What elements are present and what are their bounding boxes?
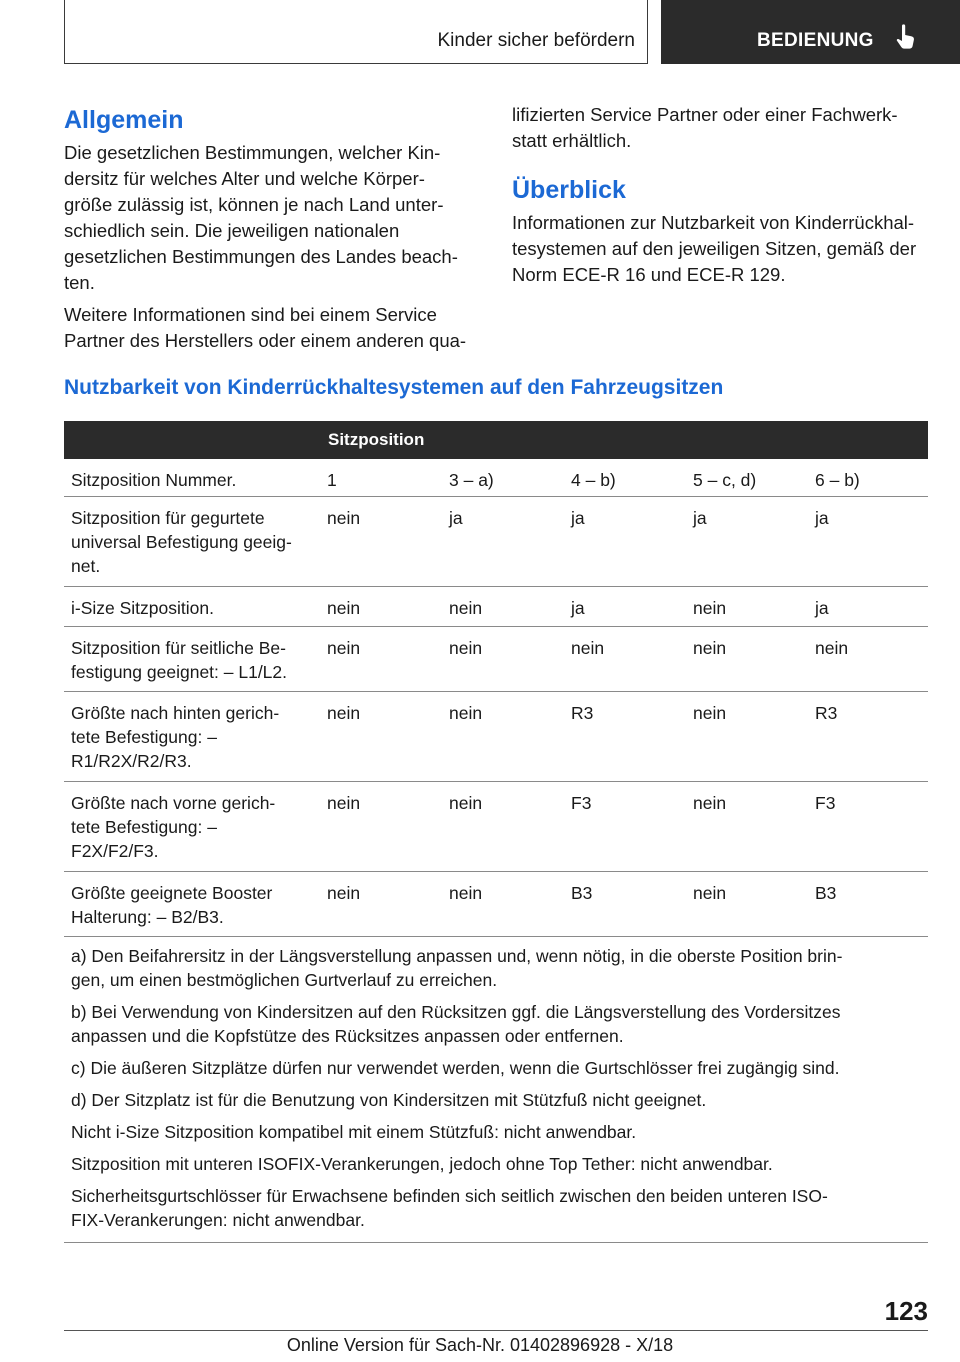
table-cell: ja (449, 508, 463, 528)
table-row (64, 692, 928, 782)
paragraph: Die gesetzlichen Bestimmungen, welcher Kin- dersitz für welches Alter und welche Körper- größe zulässig ist, können je nach Land unter- schiedlich sein. Die jeweiligen nationalen gesetzlichen Bestimmungen des Landes beach- ten. (64, 142, 458, 293)
table-cell: 4 – b) (571, 470, 616, 490)
table-cell: nein (327, 703, 361, 723)
table-row (64, 782, 928, 872)
table-cell: Größte nach vorne gerich- tete Befestigung: – F2X/F2/F3. (71, 793, 276, 861)
paragraph: Informationen zur Nutzbarkeit von Kinderrückhal- tesystemen auf den jeweiligen Sitzen, gemäß der Norm ECE-R 16 und ECE-R 129. (512, 212, 917, 285)
table-cell: 1 (327, 470, 337, 490)
table-row (64, 497, 928, 587)
table-cell: nein (693, 598, 727, 618)
table-cell: nein (449, 883, 483, 903)
chapter-header (64, 0, 648, 64)
table-cell: ja (815, 598, 829, 618)
table-cell: ja (571, 598, 585, 618)
table-cell: Größte nach hinten gerich- tete Befestigung: – R1/R2X/R2/R3. (71, 703, 280, 771)
table-cell: R3 (571, 703, 594, 723)
paragraph: Weitere Informationen sind bei einem Service Partner des Herstellers oder einem anderen qua- (64, 304, 467, 351)
table-cell: 6 – b) (815, 470, 860, 490)
table-cell: Größte geeignete Booster Halterung: – B2/B3. (71, 883, 273, 927)
footnote: Nicht i-Size Sitzposition kompatibel mit einem Stützfuß: nicht anwendbar. (71, 1122, 637, 1142)
table-cell: Sitzposition für gegurtete universal Befestigung geeig- net. (71, 508, 292, 576)
footer-divider (64, 1330, 928, 1331)
table-cell: B3 (815, 883, 837, 903)
table-cell: R3 (815, 703, 838, 723)
table-cell: 5 – c, d) (693, 470, 757, 490)
table-cell: nein (693, 703, 727, 723)
table-cell: B3 (571, 883, 593, 903)
footnote: Sitzposition mit unteren ISOFIX-Verankerungen, jedoch ohne Top Tether: nicht anwendbar. (71, 1154, 773, 1174)
table-cell: nein (815, 638, 849, 658)
hand-pointer-icon (895, 24, 917, 50)
table-cell: nein (449, 703, 483, 723)
table-cell: ja (571, 508, 585, 528)
footnote: d) Der Sitzplatz ist für die Benutzung von Kindersitzen mit Stützfuß nicht geeignet. (71, 1090, 707, 1110)
table-cell: nein (571, 638, 605, 658)
table-cell: nein (327, 508, 361, 528)
table-cell: i-Size Sitzposition. (71, 598, 214, 618)
footer-text: Online Version für Sach-Nr. 01402896928 - X/18 (286, 1335, 674, 1355)
left-column (64, 104, 484, 360)
table-cell: 3 – a) (449, 470, 494, 490)
paragraph: lifizierten Service Partner oder einer Fachwerk- statt erhältlich. (512, 104, 898, 151)
right-column (512, 102, 932, 294)
footnote: c) Die äußeren Sitzplätze dürfen nur verwendet werden, wenn die Gurtschlösser frei zugängig sind. (71, 1058, 840, 1078)
usability-table (64, 421, 928, 1243)
table-cell: F3 (571, 793, 592, 813)
heading-allgemein: Allgemein (64, 106, 184, 134)
table-cell: nein (449, 793, 483, 813)
heading-ueberblick: Überblick (512, 176, 626, 204)
table-row (64, 459, 928, 497)
table-header-label: Sitzposition (328, 430, 425, 449)
table-footnotes (64, 937, 928, 1243)
footnote: a) Den Beifahrersitz in der Längsverstellung anpassen und, wenn nötig, in die oberste Position brin- gen, um einen bestmöglichen Gurtverlauf zu erreichen. (71, 946, 843, 990)
table-row (64, 587, 928, 627)
table-cell: Sitzposition für seitliche Be- festigung geeignet: – L1/L2. (71, 638, 288, 682)
table-cell: nein (327, 883, 361, 903)
table-cell: nein (693, 638, 727, 658)
table-cell: F3 (815, 793, 836, 813)
table-cell: ja (693, 508, 707, 528)
section-title: BEDIENUNG (757, 30, 874, 51)
table-cell: nein (327, 598, 361, 618)
section-tab (661, 0, 960, 64)
page-number: 123 (884, 1296, 928, 1326)
table-cell: nein (693, 883, 727, 903)
table-cell: nein (693, 793, 727, 813)
footnote: b) Bei Verwendung von Kindersitzen auf den Rücksitzen ggf. die Längsverstellung des Vordersitzes anpassen und die Kopfstütze des Rücksitzes anpassen oder entfernen. (71, 1002, 841, 1046)
table-row (64, 872, 928, 937)
table-cell: nein (449, 638, 483, 658)
table-cell: nein (327, 793, 361, 813)
footnote: Sicherheitsgurtschlösser für Erwachsene befinden sich seitlich zwischen den beiden unteren ISO- FIX-Verankerungen: nicht anwendbar. (71, 1186, 828, 1230)
table-cell: nein (449, 598, 483, 618)
table-cell: Sitzposition Nummer. (71, 470, 237, 490)
table-cell: ja (815, 508, 829, 528)
table-cell: nein (327, 638, 361, 658)
table-row (64, 627, 928, 692)
table-header (64, 421, 928, 459)
chapter-title: Kinder sicher befördern (437, 30, 635, 51)
table-title: Nutzbarkeit von Kinderrückhaltesystemen auf den Fahrzeugsitzen (64, 376, 724, 399)
